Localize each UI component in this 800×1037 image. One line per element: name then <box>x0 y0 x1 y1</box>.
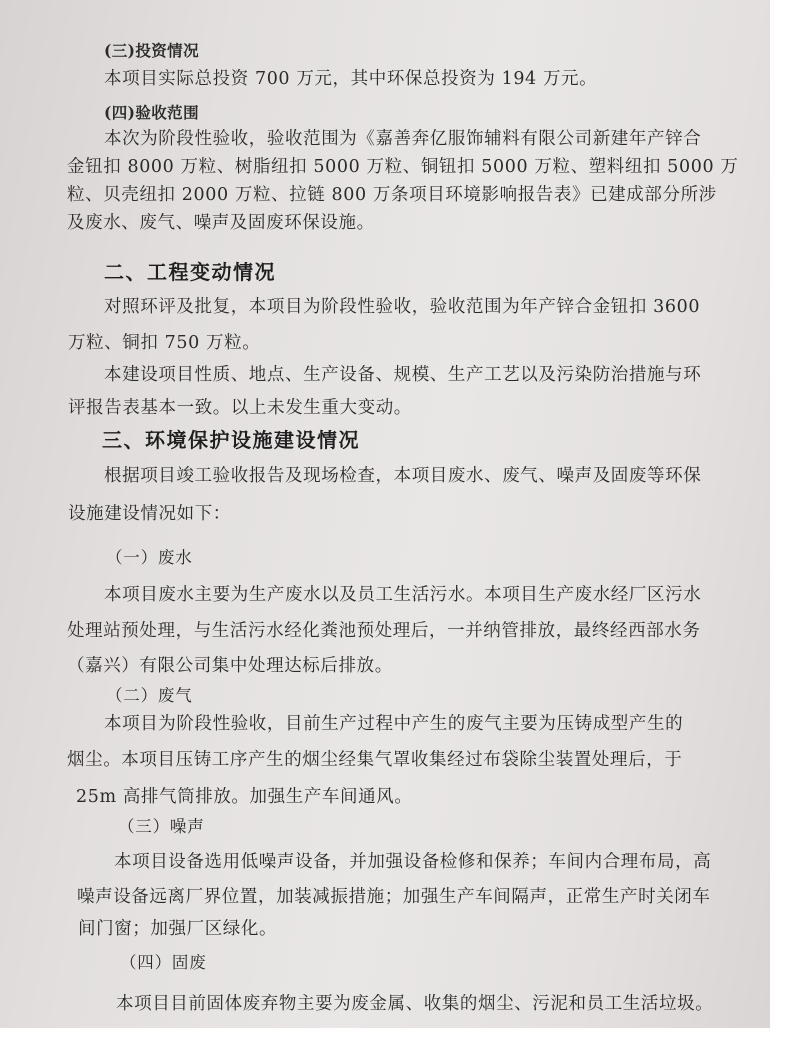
env-intro-line-1: 根据项目竣工验收报告及现场检查，本项目废水、废气、噪声及固废等环保 <box>104 466 702 486</box>
noise-line-3: 间门窗；加强厂区绿化。 <box>78 919 278 939</box>
noise-line-1: 本项目设备选用低噪声设备，并加强设备检修和保养；车间内合理布局，高 <box>114 852 712 872</box>
wastewater-heading: （一）废水 <box>106 548 193 567</box>
change-line-4: 评报告表基本一致。以上未发生重大变动。 <box>68 398 412 418</box>
section-3-heading: 三、环境保护设施建设情况 <box>102 428 360 452</box>
exhaust-line-3: 25m 高排气筒排放。加强生产车间通风。 <box>76 787 413 807</box>
change-line-1: 对照环评及批复，本项目为阶段性验收，验收范围为年产锌合金钮扣 3600 <box>104 297 701 317</box>
exhaust-line-2: 烟尘。本项目压铸工序产生的烟尘经集气罩收集经过布袋除尘装置处理后，于 <box>67 750 683 770</box>
scope-line-4: 及废水、废气、噪声及固废环保设施。 <box>67 213 375 233</box>
page-margin-right <box>770 0 800 1037</box>
investment-text: 本项目实际总投资 700 万元，其中环保总投资为 194 万元。 <box>104 69 598 89</box>
investment-heading: (三)投资情况 <box>104 41 199 60</box>
exhaust-heading: （二）废气 <box>106 686 193 705</box>
wastewater-line-3: （嘉兴）有限公司集中处理达标后排放。 <box>67 656 393 676</box>
solid-waste-heading: （四）固废 <box>120 953 207 972</box>
noise-heading: （三）噪声 <box>118 817 205 836</box>
scope-line-2: 金钮扣 8000 万粒、树脂纽扣 5000 万粒、铜钮扣 5000 万粒、塑料纽扣 5000 万 <box>67 157 739 177</box>
section-2-heading: 二、工程变动情况 <box>104 260 276 284</box>
env-intro-line-2: 设施建设情况如下： <box>68 504 231 524</box>
exhaust-line-1: 本项目为阶段性验收，目前生产过程中产生的废气主要为压铸成型产生的 <box>104 714 684 734</box>
change-line-3: 本建设项目性质、地点、生产设备、规模、生产工艺以及污染防治措施与环 <box>104 365 702 385</box>
noise-line-2: 噪声设备远离厂界位置，加装减振措施；加强生产车间隔声，正常生产时关闭车 <box>77 887 711 907</box>
wastewater-line-1: 本项目废水主要为生产废水以及员工生活污水。本项目生产废水经厂区污水 <box>104 585 702 605</box>
scope-line-3: 粒、贝壳纽扣 2000 万粒、拉链 800 万条项目环境影响报告表》已建成部分所涉 <box>67 185 717 205</box>
scope-heading: (四)验收范围 <box>104 103 199 122</box>
change-line-2: 万粒、铜扣 750 万粒。 <box>68 333 261 353</box>
wastewater-line-2: 处理站预处理，与生活污水经化粪池预处理后，一并纳管排放，最终经西部水务 <box>67 621 701 641</box>
page-margin-bottom <box>0 1028 800 1037</box>
scope-line-1: 本次为阶段性验收，验收范围为《嘉善奔亿服饰辅料有限公司新建年产锌合 <box>104 129 702 149</box>
solid-waste-line-1: 本项目目前固体废弃物主要为废金属、收集的烟尘、污泥和员工生活垃圾。 <box>116 994 714 1014</box>
